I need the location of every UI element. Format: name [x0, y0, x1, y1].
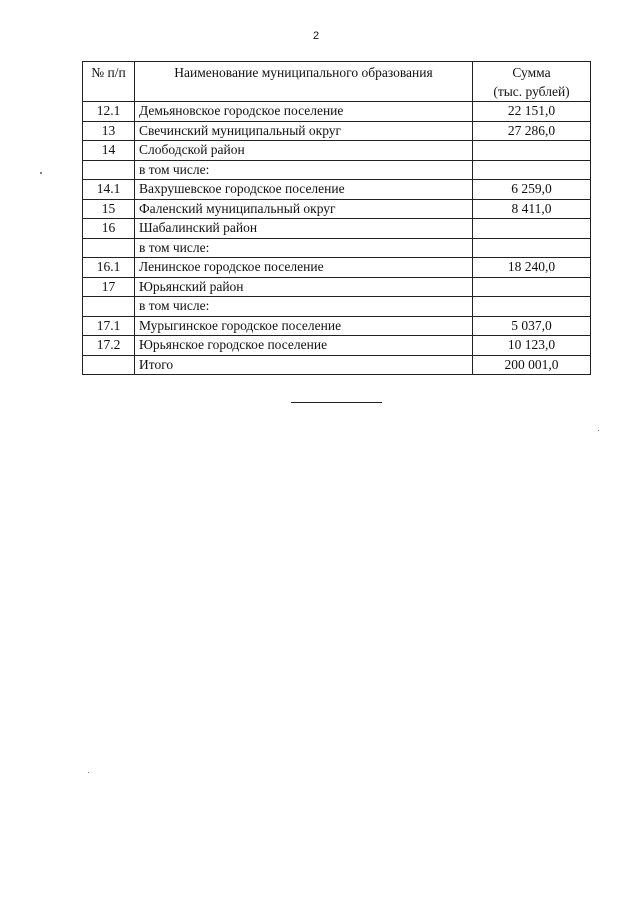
row-number: 17.1 — [83, 316, 135, 336]
table-row — [83, 336, 591, 356]
row-number: 13 — [83, 121, 135, 141]
table-row — [83, 160, 591, 180]
row-municipality: Мурыгинское городское поселение — [135, 316, 473, 336]
header-sum-unit: (тыс. рублей) — [493, 84, 570, 99]
total-row — [83, 355, 591, 375]
row-number: 16.1 — [83, 258, 135, 278]
end-of-table-divider — [291, 402, 382, 403]
table-row — [83, 141, 591, 161]
row-sum: 10 123,0 — [473, 336, 591, 356]
row-number: 14 — [83, 141, 135, 161]
row-sum: 22 151,0 — [473, 102, 591, 122]
table-row — [83, 121, 591, 141]
scan-speck — [40, 172, 42, 174]
row-municipality: Юрьянское городское поселение — [135, 336, 473, 356]
header-number: № п/п — [83, 62, 135, 102]
table-row — [83, 297, 591, 317]
table-row — [83, 238, 591, 258]
header-sum — [473, 62, 591, 102]
row-number — [83, 238, 135, 258]
table-row — [83, 219, 591, 239]
row-municipality: Юрьянский район — [135, 277, 473, 297]
row-number — [83, 160, 135, 180]
header-municipality-name: Наименование муниципального образования — [135, 62, 473, 102]
row-sum — [473, 160, 591, 180]
row-number — [83, 355, 135, 375]
row-municipality: Демьяновское городское поселение — [135, 102, 473, 122]
row-municipality: в том числе: — [135, 160, 473, 180]
row-sum: 8 411,0 — [473, 199, 591, 219]
row-number: 14.1 — [83, 180, 135, 200]
allocation-table — [82, 61, 591, 375]
total-sum: 200 001,0 — [473, 355, 591, 375]
row-municipality: Фаленский муниципальный округ — [135, 199, 473, 219]
row-municipality: Вахрушевское городское поселение — [135, 180, 473, 200]
row-number: 17.2 — [83, 336, 135, 356]
table-row — [83, 102, 591, 122]
table-row — [83, 316, 591, 336]
row-sum: 6 259,0 — [473, 180, 591, 200]
row-sum: 5 037,0 — [473, 316, 591, 336]
row-municipality: Свечинский муниципальный округ — [135, 121, 473, 141]
row-municipality: Ленинское городское поселение — [135, 258, 473, 278]
row-municipality: в том числе: — [135, 297, 473, 317]
row-municipality: Шабалинский район — [135, 219, 473, 239]
table-row — [83, 199, 591, 219]
row-sum: 27 286,0 — [473, 121, 591, 141]
table-row — [83, 258, 591, 278]
table-body — [83, 102, 591, 375]
row-municipality: Слободской район — [135, 141, 473, 161]
row-number: 16 — [83, 219, 135, 239]
scan-speck — [88, 772, 89, 773]
table-row — [83, 180, 591, 200]
row-number: 12.1 — [83, 102, 135, 122]
row-sum — [473, 297, 591, 317]
row-number: 17 — [83, 277, 135, 297]
page-number: 2 — [312, 30, 320, 42]
header-sum-title: Сумма — [512, 65, 551, 80]
table-row — [83, 277, 591, 297]
scan-speck — [598, 430, 599, 431]
row-sum — [473, 219, 591, 239]
row-number: 15 — [83, 199, 135, 219]
row-municipality: в том числе: — [135, 238, 473, 258]
row-sum — [473, 141, 591, 161]
row-sum: 18 240,0 — [473, 258, 591, 278]
table-header-row — [83, 62, 591, 102]
row-sum — [473, 277, 591, 297]
total-label: Итого — [135, 355, 473, 375]
row-number — [83, 297, 135, 317]
row-sum — [473, 238, 591, 258]
